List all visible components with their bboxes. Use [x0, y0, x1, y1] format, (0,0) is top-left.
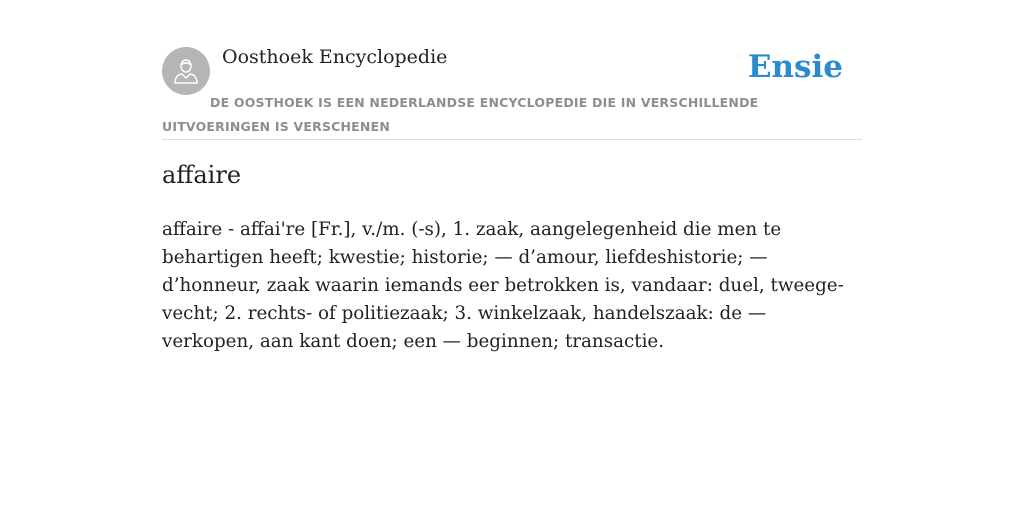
source-avatar[interactable]: [162, 47, 210, 95]
user-avatar-icon: [171, 56, 201, 86]
source-header-container: [162, 46, 862, 140]
ensie-logo-link[interactable]: Ensie: [747, 49, 843, 85]
entry-title: affaire: [162, 161, 242, 189]
entry-definition: affaire - affai're [Fr.], v./m. (-s), 1. zaak, aangelegenheid die men te behartigen heeft; kwestie; historie; — d’amour, liefdeshistorie; — d’honneur, zaak waarin iemands eer betrokken is, vandaar: duel, tweege- vecht; 2. rechts- of politiezaak; 3. winkelzaak, handelszaak: de — verkopen, aan kant doen; een — beginnen; transactie.: [162, 219, 844, 352]
source-name[interactable]: Oosthoek Encyclopedie: [222, 46, 448, 68]
source-tagline: DE OOSTHOEK IS EEN NEDERLANDSE ENCYCLOPEDIE DIE IN VERSCHILLENDE UITVOERINGEN IS VERSCHENEN: [162, 95, 759, 134]
source-header: [162, 46, 862, 140]
